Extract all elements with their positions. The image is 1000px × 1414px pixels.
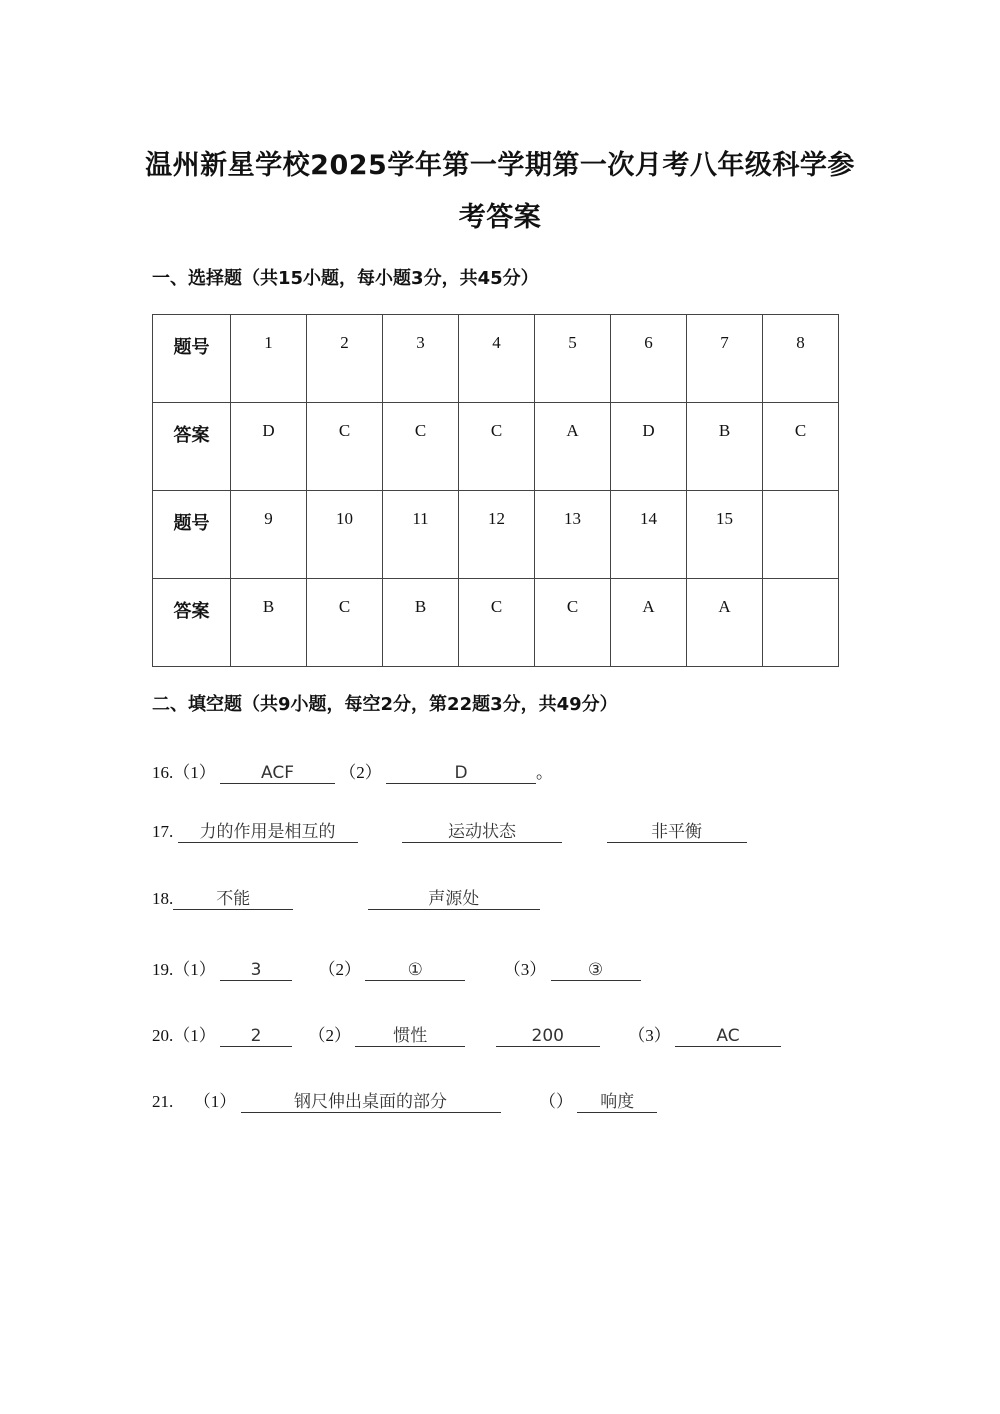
section2-heading: 二、填空题（共9小题，每空2分，第22题3分，共49分） xyxy=(152,694,618,715)
part-label: （1） xyxy=(173,1026,216,1045)
part-label: （1） xyxy=(173,960,216,979)
answer-cell: A xyxy=(535,403,611,491)
answer-blank: 力的作用是相互的 xyxy=(178,822,358,843)
question-number: 10 xyxy=(307,491,383,579)
question-number: 5 xyxy=(535,315,611,403)
answer-cell: A xyxy=(611,579,687,667)
answer-blank: ACF xyxy=(220,763,335,784)
answer-cell: B xyxy=(231,579,307,667)
answer-blank: 200 xyxy=(496,1026,600,1047)
answer-blank: 非平衡 xyxy=(607,822,747,843)
question-21 xyxy=(152,1087,657,1113)
answer-cell: C xyxy=(459,579,535,667)
answer-blank: D xyxy=(386,763,536,784)
row-label: 题号 xyxy=(153,315,231,403)
part-label: （2） xyxy=(318,960,361,979)
answer-blank: 钢尺伸出桌面的部分 xyxy=(241,1092,501,1113)
answer-cell: B xyxy=(687,403,763,491)
question-number: 14 xyxy=(611,491,687,579)
answer-cell: B xyxy=(383,579,459,667)
question-number: 21. xyxy=(152,1092,174,1111)
part-label: （2） xyxy=(339,763,382,782)
table-row xyxy=(153,491,839,579)
question-number: 9 xyxy=(231,491,307,579)
period-mark: 。 xyxy=(536,763,553,782)
part-label: （2） xyxy=(308,1026,351,1045)
document-title-line2: 考答案 xyxy=(458,202,542,233)
answer-blank: 惯性 xyxy=(355,1026,465,1047)
answer-blank: 运动状态 xyxy=(402,822,562,843)
question-number: 15 xyxy=(687,491,763,579)
question-number: 8 xyxy=(763,315,839,403)
answer-blank: 3 xyxy=(220,960,292,981)
answer-cell: C xyxy=(763,403,839,491)
answer-cell: C xyxy=(307,579,383,667)
document-title-line1: 温州新星学校2025学年第一学期第一次月考八年级科学参 xyxy=(145,150,855,181)
answer-blank: 2 xyxy=(220,1026,292,1047)
row-label: 答案 xyxy=(153,579,231,667)
answer-blank: 不能 xyxy=(173,889,293,910)
question-18 xyxy=(152,889,540,910)
question-number: 13 xyxy=(535,491,611,579)
answer-cell: C xyxy=(307,403,383,491)
part-label: （3） xyxy=(503,960,547,979)
question-number: 7 xyxy=(687,315,763,403)
answer-blank: AC xyxy=(675,1026,781,1047)
row-label: 题号 xyxy=(153,491,231,579)
answer-blank: ① xyxy=(365,960,465,981)
question-number: 19. xyxy=(152,960,174,979)
question-17 xyxy=(152,822,747,843)
answer-cell: C xyxy=(535,579,611,667)
answer-cell: C xyxy=(383,403,459,491)
table-row xyxy=(153,315,839,403)
question-19 xyxy=(152,955,641,981)
answer-blank: ③ xyxy=(551,960,641,981)
table-row xyxy=(153,403,839,491)
question-number: 12 xyxy=(459,491,535,579)
answer-blank: 响度 xyxy=(577,1092,657,1113)
part-label: （3） xyxy=(628,1026,671,1045)
question-number: 11 xyxy=(383,491,459,579)
answer-table xyxy=(152,314,839,667)
question-number: 18. xyxy=(152,889,174,908)
question-number xyxy=(763,491,839,579)
question-number: 6 xyxy=(611,315,687,403)
question-number: 20. xyxy=(152,1026,174,1045)
question-number: 1 xyxy=(231,315,307,403)
question-16 xyxy=(152,758,553,784)
part-label: （1） xyxy=(173,763,216,782)
answer-cell: A xyxy=(687,579,763,667)
section1-heading: 一、选择题（共15小题，每小题3分，共45分） xyxy=(152,268,539,289)
table-row xyxy=(153,579,839,667)
question-number: 4 xyxy=(459,315,535,403)
question-number: 3 xyxy=(383,315,459,403)
part-label: （1） xyxy=(193,1092,237,1111)
row-label: 答案 xyxy=(153,403,231,491)
question-20 xyxy=(152,1021,781,1047)
answer-cell xyxy=(763,579,839,667)
part-label: （） xyxy=(539,1092,573,1111)
answer-cell: D xyxy=(231,403,307,491)
question-number: 16. xyxy=(152,763,174,782)
question-number: 17. xyxy=(152,822,174,841)
answer-blank: 声源处 xyxy=(368,889,540,910)
answer-cell: C xyxy=(459,403,535,491)
answer-cell: D xyxy=(611,403,687,491)
question-number: 2 xyxy=(307,315,383,403)
